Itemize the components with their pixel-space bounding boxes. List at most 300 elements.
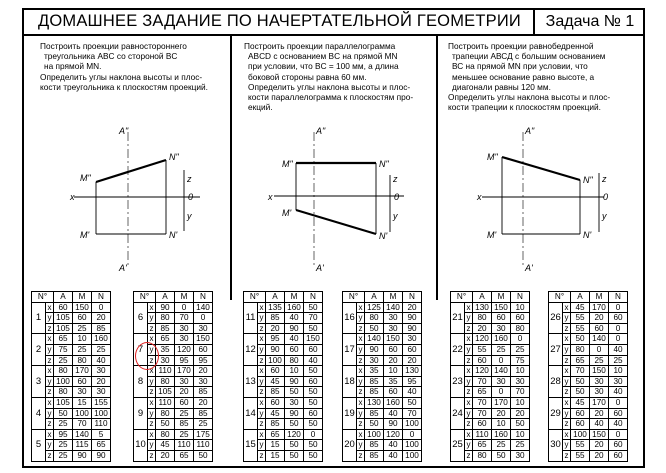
coordinate-value: 45 xyxy=(571,302,590,313)
axis-label: y xyxy=(149,345,154,355)
coordinate-value: 45 xyxy=(571,397,590,408)
axis-label: x xyxy=(466,366,471,376)
coordinate-value: 60 xyxy=(384,344,403,355)
coordinate-value: 150 xyxy=(384,334,403,345)
coordinate-value: 110 xyxy=(473,429,492,440)
coordinate-value: 85 xyxy=(175,419,194,430)
variant-number: 22 xyxy=(451,334,465,366)
coordinate-value: 50 xyxy=(304,450,323,461)
coordinate-value: 65 xyxy=(156,334,175,345)
coordinate-value: 85 xyxy=(365,450,384,461)
axis-label: y xyxy=(564,440,569,450)
coordinate-value: 55 xyxy=(473,344,492,355)
table-row xyxy=(244,429,323,440)
table-row xyxy=(134,429,213,440)
label-m2: M" xyxy=(487,152,498,162)
coordinate-value: 115 xyxy=(73,440,92,451)
axis-label: y xyxy=(259,313,264,323)
label-m2: M" xyxy=(80,173,91,183)
variant-number: 7 xyxy=(134,334,148,366)
coordinate-value: 60 xyxy=(266,397,285,408)
coordinate-value: 150 xyxy=(590,366,609,377)
table-header-row: N° A M N xyxy=(32,292,111,303)
coordinate-value: 10 xyxy=(511,366,530,377)
table-row xyxy=(32,302,111,313)
coordinate-value: 20 xyxy=(194,397,213,408)
axis-label: x xyxy=(466,429,471,439)
coordinate-value: 85 xyxy=(92,323,111,334)
coordinate-value: 160 xyxy=(384,397,403,408)
coordinate-value: 80 xyxy=(473,450,492,461)
coordinate-value: 100 xyxy=(403,419,422,430)
table-row xyxy=(549,302,628,313)
axis-label: z xyxy=(47,355,52,365)
label-a2: A" xyxy=(316,126,326,136)
coordinate-value: 60 xyxy=(285,344,304,355)
variant-number: 4 xyxy=(32,397,46,429)
table-row xyxy=(451,334,530,345)
axis-label: x xyxy=(358,366,363,376)
coordinate-value: 70 xyxy=(511,387,530,398)
axis-label: z xyxy=(466,355,471,365)
coordinate-value: 25 xyxy=(54,450,73,461)
coordinate-value: 35 xyxy=(156,344,175,355)
coordinate-value: 0 xyxy=(609,334,628,345)
coordinate-value: 10 xyxy=(492,419,511,430)
coordinate-value: 20 xyxy=(590,440,609,451)
coordinate-value: 45 xyxy=(266,376,285,387)
coordinate-value: 50 xyxy=(285,450,304,461)
axis-label: z xyxy=(47,419,52,429)
coordinate-value: 50 xyxy=(304,302,323,313)
coordinate-value: 50 xyxy=(54,408,73,419)
coordinate-value: 10 xyxy=(609,366,628,377)
coordinate-value: 45 xyxy=(156,440,175,451)
variant-number: 1 xyxy=(32,302,46,334)
coordinate-value: 140 xyxy=(492,366,511,377)
coordinate-value: 85 xyxy=(266,313,285,324)
coordinate-value: 155 xyxy=(92,397,111,408)
variant-number: 21 xyxy=(451,302,465,334)
axis-label: x xyxy=(47,334,52,344)
coordinate-value: 55 xyxy=(571,450,590,461)
coordinate-value: 120 xyxy=(285,429,304,440)
coordinate-value: 85 xyxy=(365,387,384,398)
variant-number: 10 xyxy=(134,429,148,461)
axis-label: x xyxy=(149,366,154,376)
coordinate-value: 50 xyxy=(156,419,175,430)
coordinate-value: 150 xyxy=(194,334,213,345)
axis-label: x xyxy=(466,398,471,408)
coordinate-value: 70 xyxy=(73,419,92,430)
variant-number: 9 xyxy=(134,397,148,429)
label-o: 0 xyxy=(603,192,609,202)
axis-label: y xyxy=(149,408,154,418)
variant-number: 24 xyxy=(451,397,465,429)
coordinate-value: 60 xyxy=(73,376,92,387)
axis-label: y xyxy=(259,376,264,386)
coordinate-value: 50 xyxy=(304,440,323,451)
coordinate-value: 25 xyxy=(73,323,92,334)
coordinate-value: 70 xyxy=(304,313,323,324)
coordinate-value: 65 xyxy=(175,450,194,461)
coordinate-value: 25 xyxy=(54,440,73,451)
variant-number: 26 xyxy=(549,302,563,334)
coordinate-value: 50 xyxy=(285,419,304,430)
variant-number: 19 xyxy=(343,397,357,429)
table-row xyxy=(451,429,530,440)
coordinate-value: 105 xyxy=(54,397,73,408)
coordinate-value: 25 xyxy=(54,355,73,366)
coordinate-value: 10 xyxy=(384,366,403,377)
coordinate-value: 60 xyxy=(304,408,323,419)
axis-label: z xyxy=(149,387,154,397)
coordinate-value: 90 xyxy=(285,376,304,387)
variant-number: 11 xyxy=(244,302,258,334)
coordinate-value: 30 xyxy=(492,323,511,334)
axis-label: z xyxy=(564,419,569,429)
table-row xyxy=(244,366,323,377)
label-n2: N" xyxy=(169,152,179,162)
coordinate-value: 150 xyxy=(304,334,323,345)
coordinate-value: 0 xyxy=(175,302,194,313)
coordinate-value: 0 xyxy=(92,302,111,313)
coordinate-value: 35 xyxy=(365,366,384,377)
label-y: y xyxy=(393,211,398,221)
coordinate-value: 20 xyxy=(384,355,403,366)
coordinate-value: 40 xyxy=(609,419,628,430)
label-a1: A' xyxy=(119,263,127,273)
axis-label: y xyxy=(466,440,471,450)
variant-number: 5 xyxy=(32,429,46,461)
coordinate-value: 40 xyxy=(384,440,403,451)
variant-table xyxy=(133,291,213,462)
axis-label: z xyxy=(564,323,569,333)
coordinate-value: 20 xyxy=(156,450,175,461)
label-n2: N" xyxy=(379,159,389,169)
coordinate-value: 60 xyxy=(609,450,628,461)
coordinate-value: 90 xyxy=(266,344,285,355)
axis-label: z xyxy=(259,355,264,365)
coordinate-value: 20 xyxy=(92,376,111,387)
coordinate-value: 80 xyxy=(156,313,175,324)
axis-label: y xyxy=(47,313,52,323)
label-z: z xyxy=(393,174,398,184)
coordinate-value: 160 xyxy=(285,302,304,313)
label-x: x xyxy=(70,192,75,202)
coordinate-value: 140 xyxy=(73,429,92,440)
coordinate-value: 35 xyxy=(384,376,403,387)
coordinate-value: 140 xyxy=(384,302,403,313)
coordinate-value: 90 xyxy=(92,450,111,461)
axis-label: z xyxy=(47,451,52,460)
task-text-2: Построить проекции параллелограмма ABCD с основанием BC на прямой MN при условии, что BC = 100 мм, а длина боковой стороны равна 60 мм. Определить углы наклона высоты и плос- кости параллелограмма к плоскостям про- екций. xyxy=(244,41,414,113)
coordinate-value: 0 xyxy=(590,344,609,355)
coordinate-value: 95 xyxy=(175,355,194,366)
coordinate-value: 85 xyxy=(156,323,175,334)
axis-label: x xyxy=(259,398,264,408)
coordinate-value: 110 xyxy=(92,419,111,430)
table-row xyxy=(32,366,111,377)
coordinate-value: 0 xyxy=(304,429,323,440)
coordinate-value: 80 xyxy=(54,387,73,398)
label-m1: M' xyxy=(80,230,90,240)
table-row xyxy=(343,429,422,440)
table-row xyxy=(451,397,530,408)
axis-label: x xyxy=(564,429,569,439)
label-m1: M' xyxy=(487,230,497,240)
coordinate-value: 60 xyxy=(175,397,194,408)
coordinate-value: 90 xyxy=(285,408,304,419)
coordinate-value: 100 xyxy=(54,376,73,387)
coordinate-value: 20 xyxy=(511,408,530,419)
table-row xyxy=(244,397,323,408)
coordinate-value: 140 xyxy=(194,302,213,313)
axis-label: z xyxy=(358,355,363,365)
variant-number: 12 xyxy=(244,334,258,366)
coordinate-value: 75 xyxy=(54,344,73,355)
coordinate-value: 80 xyxy=(73,355,92,366)
table-row xyxy=(32,429,111,440)
variant-table xyxy=(548,291,628,462)
axis-label: y xyxy=(466,376,471,386)
coordinate-value: 25 xyxy=(492,344,511,355)
coordinate-value: 50 xyxy=(194,450,213,461)
axis-label: x xyxy=(358,302,363,312)
coordinate-value: 80 xyxy=(473,313,492,324)
variant-number: 3 xyxy=(32,366,46,398)
coordinate-value: 80 xyxy=(285,355,304,366)
coordinate-value: 20 xyxy=(403,355,422,366)
coordinate-value: 60 xyxy=(571,408,590,419)
coordinate-value: 90 xyxy=(365,344,384,355)
label-n1: N' xyxy=(379,231,388,241)
axis-label: x xyxy=(358,429,363,439)
coordinate-value: 40 xyxy=(609,387,628,398)
label-o: 0 xyxy=(188,192,194,202)
coordinate-value: 20 xyxy=(590,450,609,461)
coordinate-value: 30 xyxy=(92,366,111,377)
coordinate-value: 120 xyxy=(384,429,403,440)
coordinate-value: 50 xyxy=(304,397,323,408)
coordinate-value: 150 xyxy=(492,302,511,313)
coordinate-value: 10 xyxy=(511,429,530,440)
variant-number: 15 xyxy=(244,429,258,461)
table-row xyxy=(549,334,628,345)
coordinate-value: 20 xyxy=(403,302,422,313)
label-o: 0 xyxy=(394,192,400,202)
label-a1: A' xyxy=(316,263,324,273)
axis-label: y xyxy=(259,345,264,355)
axis-label: y xyxy=(466,408,471,418)
axis-label: x xyxy=(564,302,569,312)
coordinate-value: 80 xyxy=(365,313,384,324)
axis-label: x xyxy=(259,302,264,312)
coordinate-value: 170 xyxy=(492,397,511,408)
coordinate-value: 80 xyxy=(156,408,175,419)
coordinate-value: 110 xyxy=(156,366,175,377)
coordinate-value: 60 xyxy=(473,419,492,430)
axis-label: x xyxy=(564,398,569,408)
coordinate-value: 65 xyxy=(92,440,111,451)
variant-number: 28 xyxy=(549,366,563,398)
coordinate-value: 5 xyxy=(92,429,111,440)
coordinate-value: 60 xyxy=(384,387,403,398)
variant-number: 8 xyxy=(134,366,148,398)
coordinate-value: 60 xyxy=(571,419,590,430)
axis-label: z xyxy=(466,419,471,429)
axis-label: z xyxy=(47,387,52,397)
axis-label: x xyxy=(47,366,52,376)
variant-number: 29 xyxy=(549,397,563,429)
label-a2: A" xyxy=(119,126,129,136)
table-row xyxy=(451,302,530,313)
coordinate-value: 60 xyxy=(403,344,422,355)
page-title: ДОМАШНЕЕ ЗАДАНИЕ ПО НАЧЕРТАТЕЛЬНОЙ ГЕОМЕТРИИ xyxy=(38,12,521,30)
coordinate-value: 0 xyxy=(609,323,628,334)
coordinate-value: 30 xyxy=(590,376,609,387)
coordinate-value: 30 xyxy=(73,387,92,398)
coordinate-value: 60 xyxy=(590,323,609,334)
coordinate-value: 95 xyxy=(194,355,213,366)
coordinate-value: 30 xyxy=(511,376,530,387)
label-z: z xyxy=(187,174,192,184)
coordinate-value: 140 xyxy=(365,334,384,345)
coordinate-value: 85 xyxy=(365,408,384,419)
axis-label: z xyxy=(466,387,471,397)
table-row xyxy=(451,366,530,377)
axis-label: x xyxy=(47,302,52,312)
axis-label: y xyxy=(564,376,569,386)
axis-label: y xyxy=(149,440,154,450)
table-row xyxy=(134,302,213,313)
axis-label: x xyxy=(358,334,363,344)
task-text-1: Построить проекции равностороннего треугольника ABC со стороной BC на прямой MN. Определить углы наклона высоты и плос- кости треугольника к плоскостям проекций. xyxy=(40,41,208,92)
table-header-row: N° A M N xyxy=(134,292,213,303)
label-m1: M' xyxy=(282,208,292,218)
coordinate-value: 130 xyxy=(365,397,384,408)
coordinate-value: 65 xyxy=(571,355,590,366)
table-row xyxy=(134,397,213,408)
axis-label: y xyxy=(358,345,363,355)
table-row xyxy=(549,397,628,408)
coordinate-value: 0 xyxy=(609,429,628,440)
coordinate-value: 100 xyxy=(92,408,111,419)
coordinate-value: 0 xyxy=(492,355,511,366)
variant-number: 20 xyxy=(343,429,357,461)
axis-label: z xyxy=(259,419,264,429)
coordinate-value: 45 xyxy=(266,408,285,419)
coordinate-value: 60 xyxy=(54,302,73,313)
coordinate-value: 80 xyxy=(156,429,175,440)
variant-number: 17 xyxy=(343,334,357,366)
label-z: z xyxy=(602,174,607,184)
coordinate-value: 0 xyxy=(609,302,628,313)
coordinate-value: 70 xyxy=(175,313,194,324)
table-row xyxy=(343,334,422,345)
coordinate-value: 30 xyxy=(194,323,213,334)
coordinate-value: 25 xyxy=(511,440,530,451)
label-y: y xyxy=(187,211,192,221)
coordinate-value: 40 xyxy=(590,419,609,430)
coordinate-value: 0 xyxy=(403,429,422,440)
coordinate-value: 25 xyxy=(175,408,194,419)
coordinate-value: 105 xyxy=(54,323,73,334)
axis-label: y xyxy=(564,345,569,355)
coordinate-value: 60 xyxy=(73,313,92,324)
label-n2: N" xyxy=(583,175,593,185)
coordinate-value: 170 xyxy=(175,366,194,377)
coordinate-value: 65 xyxy=(473,387,492,398)
coordinate-value: 55 xyxy=(571,440,590,451)
coordinate-value: 30 xyxy=(384,313,403,324)
coordinate-value: 40 xyxy=(384,408,403,419)
mn-front-projection xyxy=(96,160,166,182)
coordinate-value: 60 xyxy=(609,440,628,451)
coordinate-value: 25 xyxy=(609,355,628,366)
table-row xyxy=(549,366,628,377)
coordinate-value: 50 xyxy=(571,387,590,398)
axis-label: z xyxy=(259,387,264,397)
axis-label: y xyxy=(564,408,569,418)
coordinate-value: 0 xyxy=(609,397,628,408)
label-n1: N' xyxy=(169,230,178,240)
variant-table xyxy=(342,291,422,462)
table-row xyxy=(343,302,422,313)
axis-label: y xyxy=(358,440,363,450)
coordinate-value: 135 xyxy=(266,302,285,313)
axis-label: y xyxy=(149,313,154,323)
coordinate-value: 30 xyxy=(590,387,609,398)
axis-label: z xyxy=(358,323,363,333)
coordinate-value: 110 xyxy=(156,397,175,408)
coordinate-value: 15 xyxy=(266,450,285,461)
table-row xyxy=(32,334,111,345)
axis-label: z xyxy=(564,387,569,397)
coordinate-value: 150 xyxy=(590,429,609,440)
coordinate-value: 105 xyxy=(156,387,175,398)
coordinate-value: 30 xyxy=(384,323,403,334)
coordinate-value: 65 xyxy=(266,429,285,440)
coordinate-value: 55 xyxy=(571,313,590,324)
label-a1: A' xyxy=(525,263,533,273)
coordinate-value: 40 xyxy=(304,355,323,366)
axis-label: y xyxy=(564,313,569,323)
coordinate-value: 40 xyxy=(285,334,304,345)
coordinate-value: 50 xyxy=(511,419,530,430)
table-row xyxy=(244,334,323,345)
variant-number: 16 xyxy=(343,302,357,334)
coordinate-value: 0 xyxy=(511,334,530,345)
axis-label: z xyxy=(259,451,264,460)
coordinate-value: 50 xyxy=(304,366,323,377)
selected-variant-circle xyxy=(135,342,159,370)
variant-number: 25 xyxy=(451,429,465,461)
coordinate-value: 30 xyxy=(365,355,384,366)
coordinate-value: 60 xyxy=(511,313,530,324)
axis-label: x xyxy=(564,334,569,344)
coordinate-value: 30 xyxy=(175,323,194,334)
coordinate-value: 60 xyxy=(609,313,628,324)
axis-label: x xyxy=(47,398,52,408)
axis-label: z xyxy=(466,323,471,333)
coordinate-value: 50 xyxy=(365,323,384,334)
variant-table xyxy=(450,291,530,462)
axis-label: x xyxy=(466,334,471,344)
coordinate-value: 15 xyxy=(266,440,285,451)
coordinate-value: 120 xyxy=(473,334,492,345)
coordinate-value: 50 xyxy=(365,419,384,430)
